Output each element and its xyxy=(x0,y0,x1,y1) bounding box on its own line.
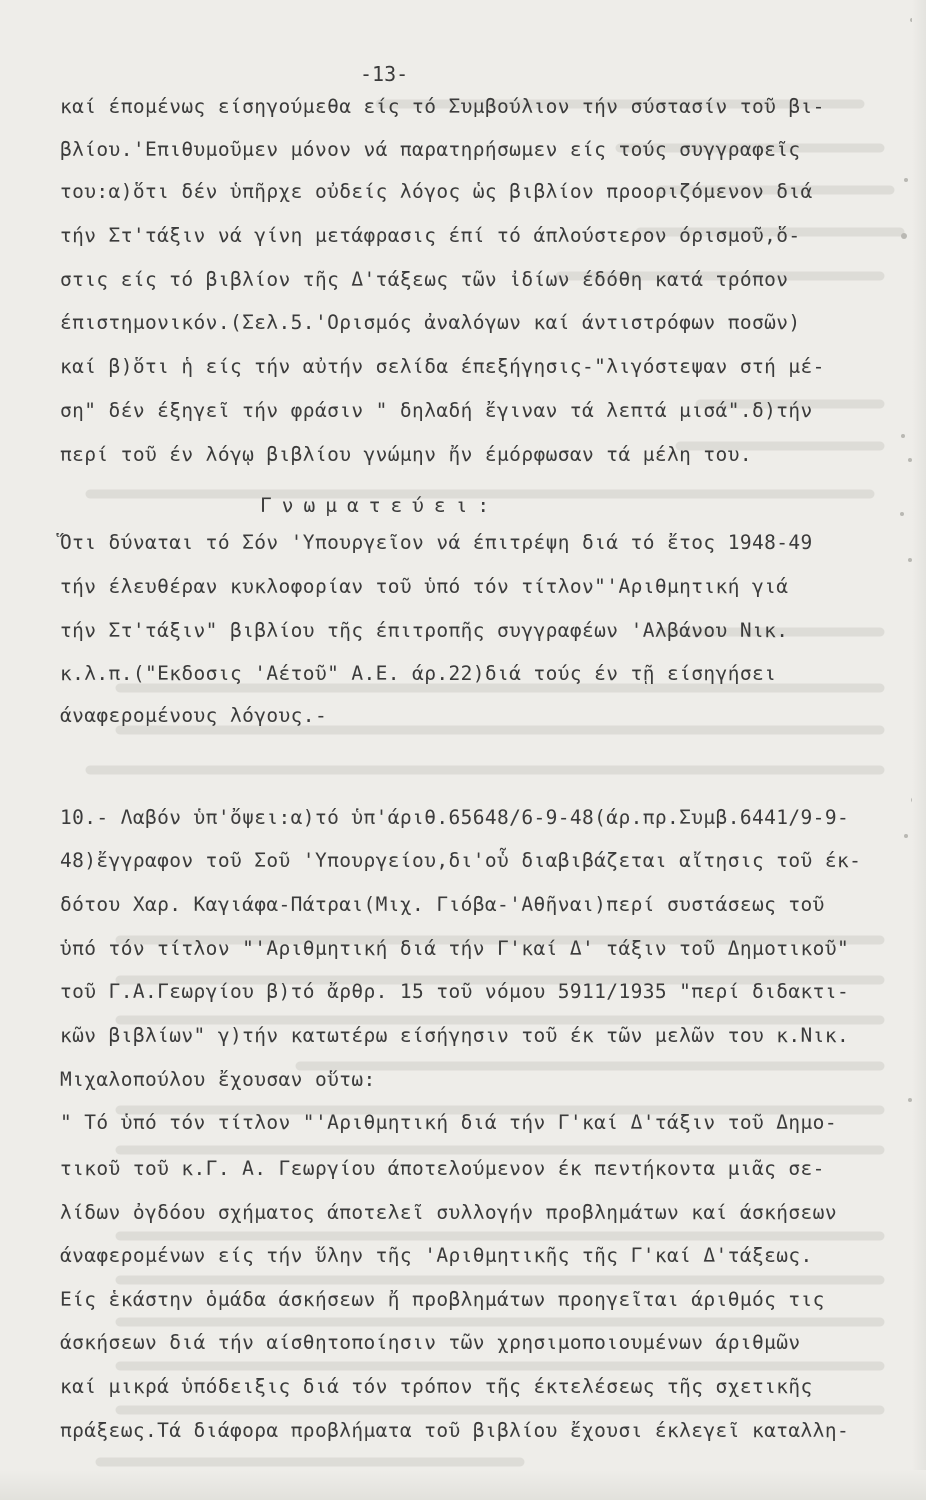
text-line: 10.- Λαβόν ὑπ'ὄψει:α)τό ὑπ'άριθ.65648/6-9-48(άρ.πρ.Συμβ.6441/9-9- xyxy=(60,806,850,829)
text-line: 48)ἔγγραφον τοῦ Σοῦ 'Υπουργείου,δι'οὗ διαβιβάζεται αἴτησις τοῦ έκ- xyxy=(60,849,862,872)
text-line: ση" δέν έξηγεῖ τήν φράσιν " δηλαδή ἔγιναν τά λεπτά μισά".δ)τήν xyxy=(60,399,813,422)
text-line: καί μικρά ὑπόδειξις διά τόν τρόπον τῆς έκτελέσεως τῆς σχετικῆς xyxy=(60,1375,813,1398)
text-line: στις είς τό βιβλίον τῆς Δ'τάξεως τῶν ἰδίων έδόθη κατά τρόπον xyxy=(60,268,789,291)
paper-bottom-edge xyxy=(0,1470,926,1500)
page-number: -13- xyxy=(360,62,409,86)
text-line: καί β)ὅτι ἡ είς τήν αὐτήν σελίδα έπεξήγησις-"λιγόστεψαν στή μέ- xyxy=(60,355,825,378)
text-line: τοῦ Γ.Α.Γεωργίου β)τό ἄρθρ. 15 τοῦ νόμου 5911/1935 "περί διδακτι- xyxy=(60,980,850,1003)
text-line: καί έπομένως είσηγούμεθα είς τό Συμβούλιον τήν σύστασίν τοῦ βι- xyxy=(60,95,825,118)
paper-right-edge xyxy=(912,0,926,1500)
text-line: άσκήσεων διά τήν αίσθητοποίησιν τῶν χρησιμοποιουμένων άριθμῶν xyxy=(60,1331,801,1354)
text-line: έπιστημονικόν.(Σελ.5.'Ορισμός ἀναλόγων καί άντιστρόφων ποσῶν) xyxy=(60,311,801,334)
text-line: πράξεως.Τά διάφορα προβλήματα τοῦ βιβλίου ἔχουσι έκλεγεῖ καταλλη- xyxy=(60,1419,850,1442)
text-line: άναφερομένους λόγους.- xyxy=(60,704,328,727)
text-line: του:α)ὅτι δέν ὑπῆρχε οὐδείς λόγος ὡς βιβλίον προοριζόμενον διά xyxy=(60,180,813,203)
text-line: δότου Χαρ. Καγιάφα-Πάτραι(Μιχ. Γιόβα-'Αθῆναι)περί συστάσεως τοῦ xyxy=(60,893,825,916)
section-heading: Γνωματεύει: xyxy=(260,494,500,517)
text-line: κ.λ.π.("Εκδοσις 'Αέτοῦ" Α.Ε. άρ.22)διά τούς έν τῇ είσηγήσει xyxy=(60,662,777,685)
text-line: Είς ἑκάστην ὁμάδα άσκήσεων ἤ προβλημάτων προηγεῖται άριθμός τις xyxy=(60,1288,825,1311)
text-line: " Τό ὑπό τόν τίτλον "'Αριθμητική διά τήν Γ'καί Δ'τάξιν τοῦ Δημο- xyxy=(60,1111,837,1134)
text-line: λίδων ὀγδόου σχήματος άποτελεῖ συλλογήν προβλημάτων καί άσκήσεων xyxy=(60,1201,837,1224)
text-line: τήν έλευθέραν κυκλοφορίαν τοῦ ὑπό τόν τίτλον"'Αριθμητική γιά xyxy=(60,575,789,598)
text-line: Μιχαλοπούλου ἔχουσαν οὕτω: xyxy=(60,1068,376,1091)
text-line: τικοῦ τοῦ κ.Γ. Α. Γεωργίου άποτελούμενον έκ πεντήκοντα μιᾶς σε- xyxy=(60,1157,825,1180)
text-line: κῶν βιβλίων" γ)τήν κατωτέρω είσήγησιν τοῦ έκ τῶν μελῶν του κ.Νικ. xyxy=(60,1024,850,1047)
text-line: βλίου.'Επιθυμοῦμεν μόνον νά παρατηρήσωμεν είς τούς συγγραφεῖς xyxy=(60,138,801,161)
text-line: τήν Στ'τάξιν" βιβλίου τῆς έπιτροπῆς συγγραφέων 'Αλβάνου Νικ. xyxy=(60,619,789,642)
text-line: Ὅτι δύναται τό Σόν 'Υπουργεῖον νά έπιτρέψη διά τό ἔτος 1948-49 xyxy=(60,531,813,554)
text-line: τήν Στ'τάξιν νά γίνη μετάφρασις έπί τό άπλούστερον όρισμοῦ,ὅ- xyxy=(60,224,801,247)
text-line: άναφερομένων είς τήν ὕλην τῆς 'Αριθμητικῆς τῆς Γ'καί Δ'τάξεως. xyxy=(60,1244,813,1267)
text-line: περί τοῦ έν λόγῳ βιβλίου γνώμην ἤν έμόρφωσαν τά μέλη του. xyxy=(60,443,752,466)
text-line: ὑπό τόν τίτλον "'Αριθμητική διά τήν Γ'καί Δ' τάξιν τοῦ Δημοτικοῦ" xyxy=(60,937,850,960)
